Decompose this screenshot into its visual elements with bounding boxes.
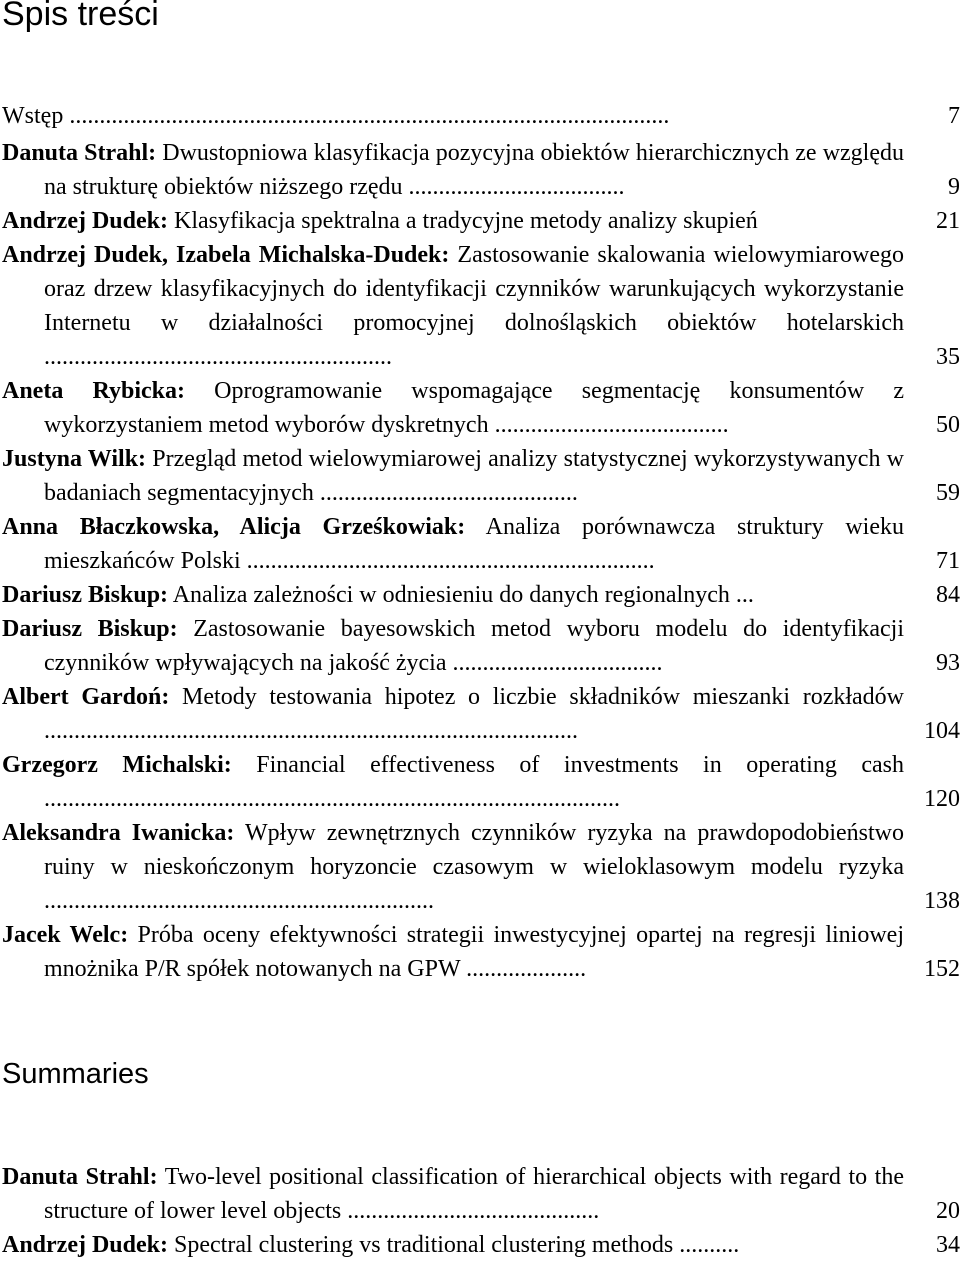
- toc-entry: [2, 374, 960, 442]
- toc-entry-title: Wpływ zewnętrznych czynników ryzyka na prawdopodobieństwo ruiny w nieskończonym horyzoncie czasowym w wieloklasowym modelu ryzyka .................................................................: [44, 820, 904, 914]
- toc-entry-author: Aneta Rybicka:: [2, 378, 185, 404]
- table-of-contents-heading: Spis treści: [2, 0, 159, 33]
- toc-entry-page: 59: [936, 480, 960, 506]
- toc-entry-text: [2, 680, 904, 748]
- summaries-list: [2, 1160, 960, 1262]
- toc-entry: [2, 204, 960, 238]
- toc-entry-author: Danuta Strahl:: [2, 140, 157, 166]
- toc-entry-title: Analiza zależności w odniesieniu do danych regionalnych ...: [168, 582, 754, 608]
- toc-entry: [2, 136, 960, 204]
- toc-entry-page: 104: [924, 718, 960, 744]
- toc-entry: [2, 680, 960, 748]
- toc-entry-text: [2, 204, 904, 238]
- toc-entry-text: [2, 578, 904, 612]
- toc-entry-text: [2, 99, 904, 133]
- toc-entry-page: 35: [936, 344, 960, 370]
- toc-entry-text: [2, 374, 904, 442]
- toc-entry-page: 120: [924, 786, 960, 812]
- toc-entry-author: Dariusz Biskup:: [2, 616, 178, 642]
- toc-entry: [2, 442, 960, 510]
- summary-entry-author: Andrzej Dudek:: [2, 1232, 168, 1258]
- toc-entry-page: 138: [924, 888, 960, 914]
- toc-entry-page: 7: [948, 103, 960, 129]
- toc-entry-title: Analiza porównawcza struktury wieku mieszkańców Polski ....................................................................: [44, 514, 904, 574]
- toc-entry-author: Andrzej Dudek:: [2, 208, 168, 234]
- summary-entry: [2, 1160, 960, 1228]
- toc-entry-title: Zastosowanie skalowania wielowymiarowego oraz drzew klasyfikacyjnych do identyfikacji czynników warunkujących wykorzystanie Internetu w działalności promocyjnej dolnośląskich obiektów hotelarskich ..........................................................: [44, 242, 904, 370]
- summaries-heading: Summaries: [2, 1058, 149, 1090]
- toc-entry-text: [2, 816, 904, 918]
- toc-entry-text: [2, 442, 904, 510]
- toc-entry-title: Zastosowanie bayesowskich metod wyboru modelu do identyfikacji czynników wpływających na jakość życia ...................................: [44, 616, 904, 676]
- toc-entry-author: Anna Błaczkowska, Alicja Grześkowiak:: [2, 514, 466, 540]
- summary-entry-author: Danuta Strahl:: [2, 1164, 158, 1190]
- toc-entry: [2, 748, 960, 816]
- toc-entry-title: Oprogramowanie wspomagające segmentację konsumentów z wykorzystaniem metod wyborów dyskretnych .......................................: [44, 378, 904, 438]
- toc-entry: [2, 918, 960, 986]
- toc-entry-title: Dwustopniowa klasyfikacja pozycyjna obiektów hierarchicznych ze względu na strukturę obiektów niższego rzędu ....................................: [44, 140, 904, 200]
- toc-entry: [2, 510, 960, 578]
- toc-entry-author: Dariusz Biskup:: [2, 582, 169, 608]
- summary-entry-text: [2, 1160, 904, 1228]
- toc-entry-author: Andrzej Dudek, Izabela Michalska-Dudek:: [2, 242, 450, 268]
- toc-entry-title: Wstęp ....................................................................................................: [2, 103, 670, 129]
- toc-entry-text: [2, 612, 904, 680]
- toc-entry-author: Albert Gardoń:: [2, 684, 170, 710]
- summary-entry-text: [2, 1228, 904, 1262]
- toc-entry-title: Klasyfikacja spektralna a tradycyjne metody analizy skupień: [168, 208, 758, 234]
- summary-entry: [2, 1228, 960, 1262]
- toc-entry: [2, 816, 960, 918]
- toc-entry-title: Financial effectiveness of investments in operating cash ................................................................................................: [44, 752, 904, 812]
- toc-entry-text: [2, 510, 904, 578]
- toc-entry-page: 9: [948, 174, 960, 200]
- toc-entry-page: 21: [936, 208, 960, 234]
- toc-entry-page: 50: [936, 412, 960, 438]
- summary-entry-page: 34: [936, 1232, 960, 1258]
- summary-entry-title: Two-level positional classification of hierarchical objects with regard to the structure of lower level objects ..........................................: [44, 1164, 905, 1224]
- table-of-contents-list: [2, 99, 960, 986]
- toc-entry-author: Aleksandra Iwanicka:: [2, 820, 235, 846]
- toc-entry-title: Przegląd metod wielowymiarowej analizy statystycznej wykorzystywanych w badaniach segmentacyjnych ...........................................: [44, 446, 904, 506]
- toc-entry-text: [2, 238, 904, 374]
- toc-entry-author: Justyna Wilk:: [2, 446, 147, 472]
- toc-entry-page: 71: [936, 548, 960, 574]
- toc-entry-page: 93: [936, 650, 960, 676]
- toc-entry: [2, 238, 960, 374]
- toc-entry: [2, 612, 960, 680]
- toc-entry: [2, 578, 960, 612]
- toc-entry-title: Metody testowania hipotez o liczbie składników mieszanki rozkładów .........................................................................................: [44, 684, 904, 744]
- toc-entry-text: [2, 748, 904, 816]
- toc-entry-text: [2, 136, 904, 204]
- toc-entry-introduction: [2, 99, 960, 133]
- toc-entry-page: 84: [936, 582, 960, 608]
- toc-entry-text: [2, 918, 904, 986]
- summary-entry-page: 20: [936, 1198, 960, 1224]
- toc-entry-page: 152: [924, 956, 960, 982]
- summary-entry-title: Spectral clustering vs traditional clustering methods ..........: [168, 1232, 740, 1258]
- toc-entry-author: Jacek Welc:: [2, 922, 129, 948]
- toc-entry-title: Próba oceny efektywności strategii inwestycyjnej opartej na regresji liniowej mnożnika P/R spółek notowanych na GPW ....................: [44, 922, 904, 982]
- toc-entry-author: Grzegorz Michalski:: [2, 752, 232, 778]
